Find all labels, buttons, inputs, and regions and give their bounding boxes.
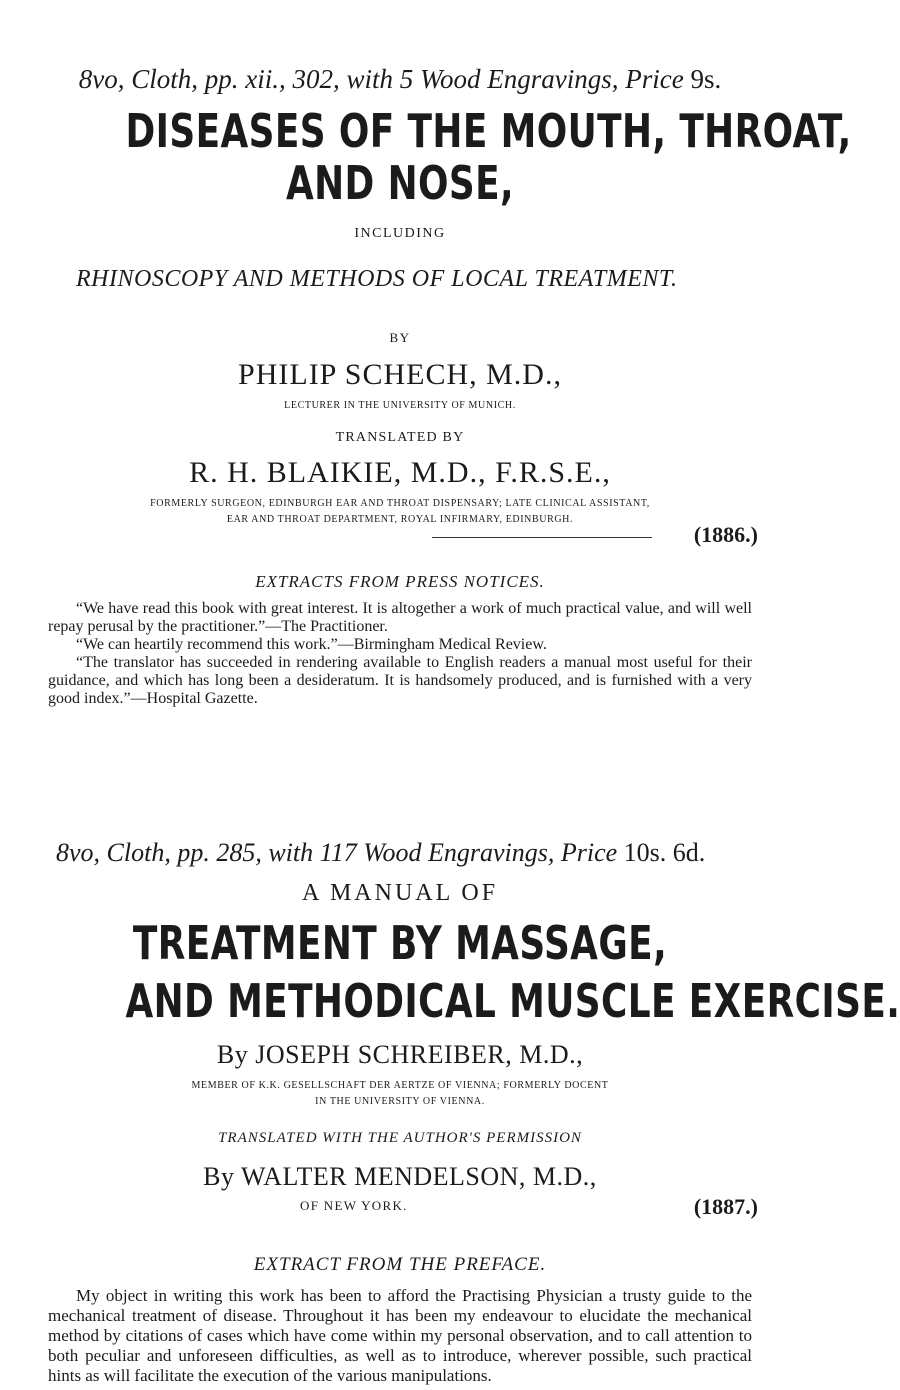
book2-of-place: OF NEW YORK. (300, 1198, 408, 1213)
press-notice: “We have read this book with great interest. It is altogether a work of much practical value, and will well repay perusal by the practitioner.”—The Practitioner. (48, 600, 752, 635)
press-notice: “We can heartily recommend this work.”—Birmingham Medical Review. (76, 636, 547, 653)
book1-subtitle: RHINOSCOPY AND METHODS OF LOCAL TREATMENT. (76, 266, 678, 292)
book1-author: PHILIP SCHECH, M.D., (238, 358, 562, 391)
preface-paragraph: My object in writing this work has been to afford the Practising Physician a trusty guide to the mechanical treatment of disease. Throughout it has been my endeavour to elucidate the mechanical method by citations of cases which have come within my personal observation, and to call attention to both peculiar and unforeseen difficulties, as well as to introduce, wherever possible, such practical hints as will facilitate the execution of the various manipulations. (48, 1286, 752, 1385)
book2-author: By JOSEPH SCHREIBER, M.D., (216, 1040, 584, 1069)
book1-title-line2: AND NOSE, (285, 156, 515, 210)
book1-year: (1886.) (693, 522, 758, 547)
book2-author-desc-line2: IN THE UNIVERSITY OF VIENNA. (315, 1096, 485, 1107)
book2-price: 10s. 6d. (623, 838, 706, 867)
book1-translator-desc-line2: EAR AND THROAT DEPARTMENT, ROYAL INFIRMARY, EDINBURGH. (226, 514, 574, 525)
book1-title-line1-wrap (48, 104, 852, 158)
book2-year: (1887.) (693, 1194, 758, 1219)
book1-translator: R. H. BLAIKIE, M.D., F.R.S.E., (189, 456, 611, 489)
book2-extract-heading: EXTRACT FROM THE PREFACE. (253, 1254, 547, 1275)
book2-title-line2: AND METHODICAL MUSCLE EXERCISE. (125, 974, 900, 1028)
book2-meta (56, 838, 744, 868)
book2-author-desc-line1: MEMBER OF K.K. GESELLSCHAFT DER AERTZE OF VIENNA; FORMERLY DOCENT (191, 1080, 609, 1091)
book2-translator: By WALTER MENDELSON, M.D., (203, 1162, 597, 1191)
book2-preface-extract (48, 1286, 752, 1386)
press-notice: “The translator has succeeded in rendering available to English readers a manual most useful for their guidance, and which has long been a desideratum. It is handsomely produced, and is furnished with a very good index.”—Hospital Gazette. (48, 654, 752, 707)
book2-meta-text: 8vo, Cloth, pp. 285, with 117 Wood Engravings, Price (56, 838, 618, 867)
book1-including: INCLUDING (354, 226, 446, 241)
book1-author-desc: LECTURER IN THE UNIVERSITY OF MUNICH. (284, 400, 516, 411)
book1-price: 9s. (690, 64, 722, 94)
book1-title-line2-wrap (48, 158, 752, 208)
book2-translated-with: TRANSLATED WITH THE AUTHOR'S PERMISSION (218, 1130, 582, 1146)
book2-title-line1-wrap (48, 918, 752, 968)
book1-divider-rule (432, 537, 652, 538)
book2-title-line1: TREATMENT BY MASSAGE, (132, 916, 668, 970)
book1-translator-desc-line1: FORMERLY SURGEON, EDINBURGH EAR AND THROAT DISPENSARY; LATE CLINICAL ASSISTANT, (150, 498, 650, 509)
book2-manual-of: A MANUAL OF (301, 880, 499, 906)
book1-meta (48, 64, 752, 95)
book1-title-line1: DISEASES OF THE MOUTH, THROAT, (125, 104, 852, 158)
book1-extracts-heading: EXTRACTS FROM PRESS NOTICES. (255, 572, 545, 591)
book1-press-notices (48, 600, 752, 708)
book1-translated-by: TRANSLATED BY (335, 430, 465, 445)
book1-by: BY (389, 330, 411, 345)
book2-title-line2-wrap (48, 974, 900, 1028)
book1-meta-text: 8vo, Cloth, pp. xii., 302, with 5 Wood Engravings, Price (78, 64, 684, 94)
